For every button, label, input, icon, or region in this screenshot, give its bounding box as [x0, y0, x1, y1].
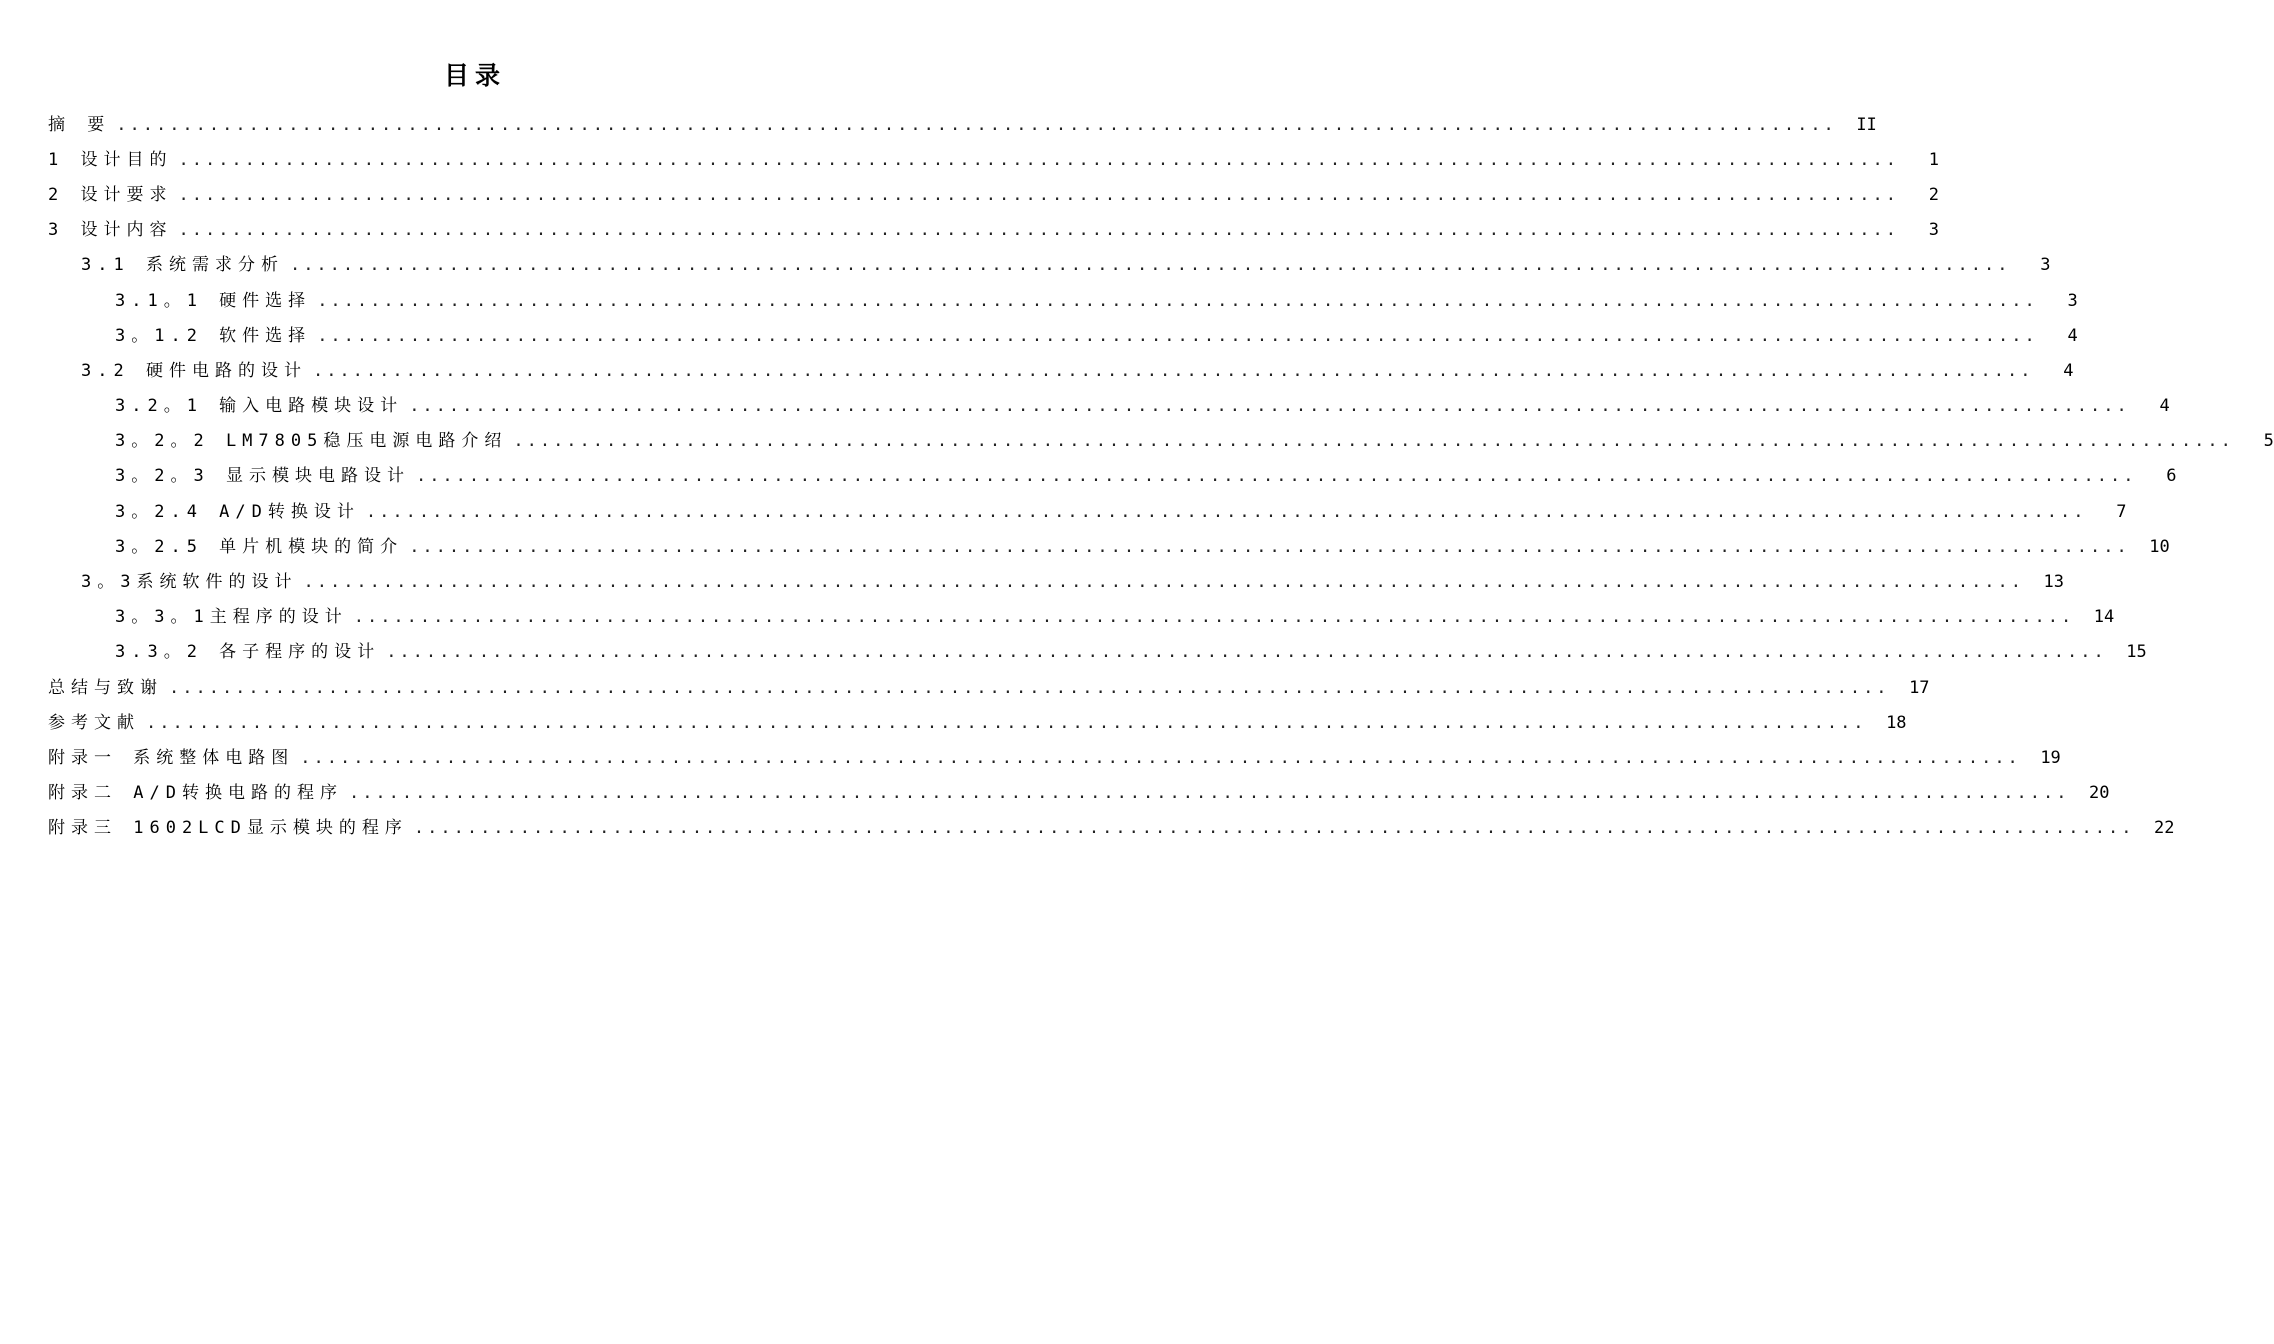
toc-entry-label: 3.1。1 硬件选择: [115, 290, 312, 311]
toc-entry-label: 3。2.5 单片机模块的简介: [115, 536, 404, 557]
page-title: 目录: [443, 61, 506, 90]
toc-entry-label: 3。2。3 显示模块电路设计: [115, 466, 410, 487]
toc-entry-label: 3。2.4 A/D转换设计: [115, 501, 360, 522]
toc-page-number: 3: [2067, 290, 2078, 311]
dot-leader: ..................................................................................................................................: [409, 536, 2130, 557]
toc-page-number: 2: [1928, 184, 1940, 205]
toc-entry-label: 3。3。1主程序的设计: [115, 607, 348, 628]
dot-leader: ..................................................................................................................................: [317, 290, 2038, 311]
dot-leader: ..................................................................................................................................: [348, 783, 2070, 804]
toc-page-number: 3: [1928, 220, 1940, 241]
toc-entry-label: 3.2。1 输入电路模块设计: [115, 396, 404, 417]
toc-page-number: 6: [2166, 466, 2177, 487]
toc-entry-label: 3。1.2 软件选择: [115, 325, 312, 346]
toc-page-number: 18: [1886, 712, 1907, 733]
toc-entry[interactable]: [0, 600, 2115, 635]
toc-entry[interactable]: [0, 213, 1940, 248]
toc-entry[interactable]: [0, 248, 2051, 283]
dot-leader: ..................................................................................................................................: [169, 677, 1890, 698]
toc-entry[interactable]: [0, 107, 1877, 142]
toc-entry-label: 3。3系统软件的设计: [81, 572, 298, 593]
toc-entry[interactable]: [0, 635, 2147, 670]
toc-entry-label: 2 设计要求: [48, 184, 173, 205]
toc-entry[interactable]: [0, 811, 2175, 846]
dot-leader: ..................................................................................................................................: [303, 572, 2025, 593]
dot-leader: ..................................................................................................................................: [178, 184, 1900, 205]
dot-leader: ..................................................................................................................................: [312, 360, 2034, 381]
toc-entry-label: 3.3。2 各子程序的设计: [115, 642, 381, 663]
toc-entry[interactable]: [0, 705, 1907, 740]
toc-page-number: 17: [1909, 677, 1930, 698]
toc-entry[interactable]: [0, 776, 2110, 811]
toc-page-number: 4: [2067, 325, 2078, 346]
toc-entry-label: 3 设计内容: [48, 220, 173, 241]
toc-entry[interactable]: [0, 459, 2177, 494]
dot-leader: ..................................................................................................................................: [513, 431, 2234, 452]
toc-page-number: 3: [2040, 255, 2051, 276]
toc-entry[interactable]: [0, 353, 2074, 388]
toc-entry-label: 摘 要: [48, 114, 111, 135]
toc-page-number: 1: [1928, 149, 1940, 170]
toc-entry-label: 1 设计目的: [48, 149, 173, 170]
toc-page-number: 13: [2043, 572, 2065, 593]
toc-entry[interactable]: [0, 740, 2061, 775]
toc-entry[interactable]: [0, 424, 2274, 459]
dot-leader: ..................................................................................................................................: [178, 220, 1900, 241]
toc-entry[interactable]: [0, 318, 2078, 353]
dot-leader: ..................................................................................................................................: [317, 325, 2038, 346]
dot-leader: ..................................................................................................................................: [413, 818, 2135, 839]
toc-page-number: 22: [2153, 818, 2175, 839]
dot-leader: ..................................................................................................................................: [415, 466, 2137, 487]
toc-page-number: 20: [2089, 783, 2110, 804]
dot-leader: ..................................................................................................................................: [353, 607, 2075, 628]
dot-leader: ..................................................................................................................................: [300, 747, 2021, 768]
toc-entry-label: 3。2。2 LM7805稳压电源电路介绍: [115, 431, 508, 452]
toc-entry[interactable]: [0, 389, 2170, 424]
toc-page-number: 14: [2093, 607, 2115, 628]
toc-page-number: II: [1856, 114, 1877, 135]
toc-entry-label: 总结与致谢: [48, 677, 163, 698]
dot-leader: ..................................................................................................................................: [146, 712, 1867, 733]
toc-entry[interactable]: [0, 177, 1940, 212]
toc-page-number: 5: [2263, 431, 2274, 452]
toc-page-number: 10: [2149, 536, 2170, 557]
toc-page-number: 7: [2116, 501, 2127, 522]
dot-leader: ..................................................................................................................................: [178, 149, 1900, 170]
table-of-contents: [0, 107, 2274, 846]
toc-entry[interactable]: [0, 529, 2170, 564]
dot-leader: ..................................................................................................................................: [365, 501, 2087, 522]
dot-leader: ..................................................................................................................................: [409, 396, 2130, 417]
toc-entry-label: 附录一 系统整体电路图: [48, 747, 295, 768]
toc-page-number: 4: [2063, 360, 2074, 381]
toc-entry[interactable]: [0, 494, 2127, 529]
toc-page-number: 4: [2159, 396, 2170, 417]
toc-entry-label: 参考文献: [48, 712, 140, 733]
dot-leader: ..................................................................................................................................: [386, 642, 2107, 663]
dot-leader: ..................................................................................................................................: [289, 255, 2011, 276]
toc-entry-label: 3.1 系统需求分析: [81, 255, 284, 276]
toc-entry-label: 附录二 A/D转换电路的程序: [48, 783, 343, 804]
dot-leader: ..................................................................................................................................: [116, 114, 1837, 135]
toc-entry[interactable]: [0, 283, 2078, 318]
toc-entry[interactable]: [0, 142, 1940, 177]
toc-page-number: 19: [2040, 747, 2061, 768]
toc-entry-label: 3.2 硬件电路的设计: [81, 360, 307, 381]
toc-page-number: 15: [2126, 642, 2147, 663]
toc-entry[interactable]: [0, 564, 2065, 599]
toc-entry[interactable]: [0, 670, 1930, 705]
toc-entry-label: 附录三 1602LCD显示模块的程序: [48, 818, 408, 839]
